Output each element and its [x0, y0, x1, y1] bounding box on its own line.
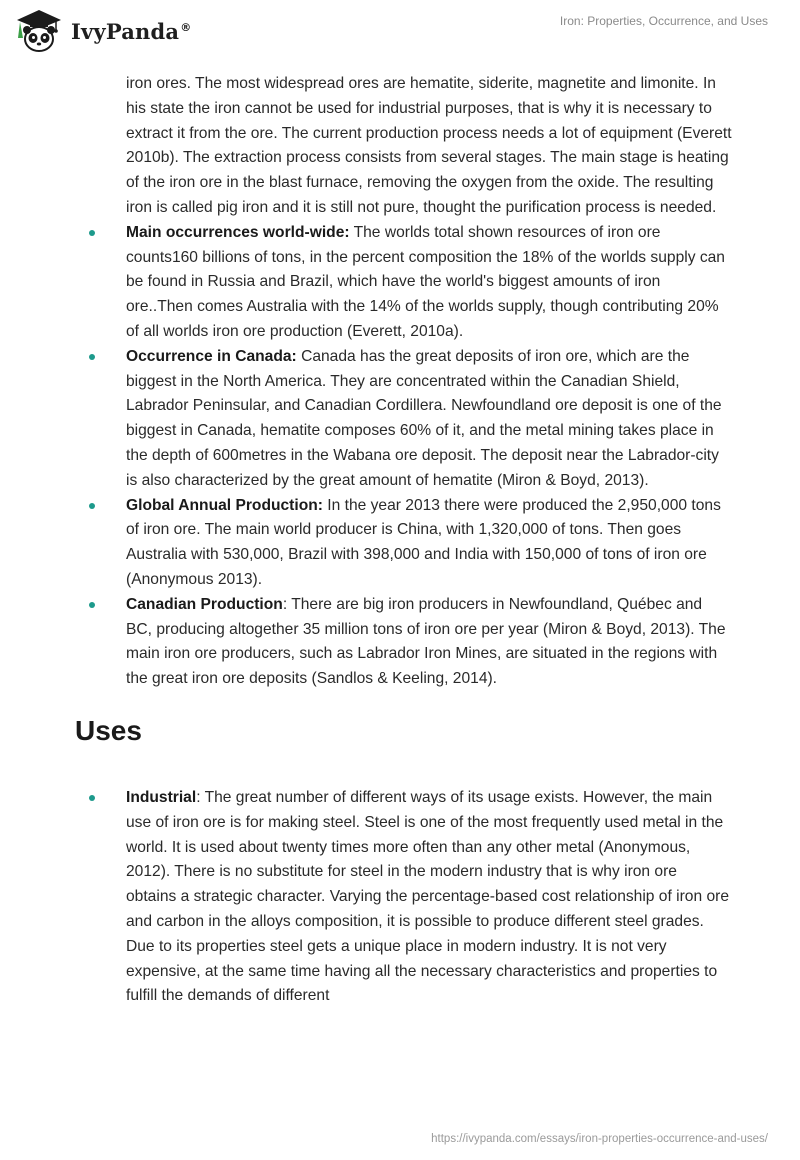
item-text: The worlds total shown resources of iron ore counts160 billions of tons, in the percent composition the 18% of the worlds supply can be found in Russia and Brazil, which have the world's biggest amounts of iron ore..Then comes Australia with the 14% of the worlds supply, though contributing 20% of all worlds iron ore production (Everett, 2010a).	[126, 223, 725, 340]
bullet-icon	[89, 354, 95, 360]
list-item	[126, 345, 730, 494]
footer-url[interactable]: https://ivypanda.com/essays/iron-properties-occurrence-and-uses/	[431, 1133, 768, 1145]
list-item	[126, 494, 730, 593]
item-text: Canada has the great deposits of iron ore, which are the biggest in the North America. They are concentrated within the Canadian Shield, Labrador Peninsular, and Canadian Cordillera. Newfoundland ore deposit is one of the biggest in Canada, hematite composes 60% of it, and the metal mining takes place in the depth of 600metres in the Wabana ore deposit. The deposit near the Labrador-city is also characterized by the great amount of hematite (Miron & Boyd, 2013).	[126, 347, 722, 489]
item-term: Main occurrences world-wide:	[126, 223, 350, 241]
item-text: : There are big iron producers in Newfoundland, Québec and BC, producing altogether 35 million tons of iron ore per year (Miron & Boyd, 2013). The main iron ore producers, such as Labrador Iron Mines, are situated in the regions with the great iron ore deposits (Sandlos & Keeling, 2014).	[126, 595, 726, 688]
item-text: In the year 2013 there were produced the 2,950,000 tons of iron ore. The main world producer is China, with 1,320,000 of tons. Then goes Australia with 530,000, Brazil with 398,000 and India with 150,000 of tons of iron ore (Anonymous 2013).	[126, 496, 721, 588]
bullet-icon	[89, 602, 95, 608]
intro-paragraph: iron ores. The most widespread ores are hematite, siderite, magnetite and limonite. In his state the iron cannot be used for industrial purposes, that is why it is necessary to extract it from the ore. The current production process needs a lot of equipment (Everett 2010b). The extraction process consists from several stages. The main stage is heating of the iron ore in the blast furnace, removing the oxygen from the oxide. The resulting iron is called pig iron and it is still not pure, thought the purification process is needed.	[126, 75, 732, 216]
registered-mark: ®	[180, 20, 192, 34]
item-term: Industrial	[126, 788, 197, 806]
document-title: Iron: Properties, Occurrence, and Uses	[559, 14, 768, 28]
item-term: Occurrence in Canada:	[126, 347, 297, 365]
essay-content	[0, 72, 800, 1009]
section-heading-uses: Uses	[75, 714, 142, 746]
list-item	[126, 221, 730, 345]
panda-graduate-icon	[14, 8, 64, 54]
item-text: : The great number of different ways of its usage exists. However, the main use of iron ore is for making steel. Steel is one of the most frequently used metal in the world. It is used about twenty times more often than any other metal (Anonymous, 2012). There is no substitute for steel in the modern industry that is why iron ore obtains a strategic character. Varying the percentage-based cost relationship of iron ore and carbon in the alloys composition, it is possible to produce different steel grades. Due to its properties steel gets a unique place in modern industry. It is not very expensive, at the same time having all the necessary characteristics and properties to fulfill the demands of different	[126, 788, 730, 1005]
page-header	[0, 0, 800, 60]
list-item	[126, 593, 730, 692]
uses-list	[0, 786, 800, 1009]
logo[interactable]	[14, 8, 191, 54]
list-item	[126, 786, 730, 1009]
bullet-icon	[89, 795, 95, 801]
item-term: Global Annual Production:	[126, 496, 323, 514]
bullet-icon	[89, 230, 95, 236]
logo-text: IvyPanda®	[71, 18, 192, 44]
occurrence-list	[0, 221, 800, 692]
item-term: Canadian Production	[126, 595, 283, 613]
bullet-icon	[89, 503, 95, 509]
